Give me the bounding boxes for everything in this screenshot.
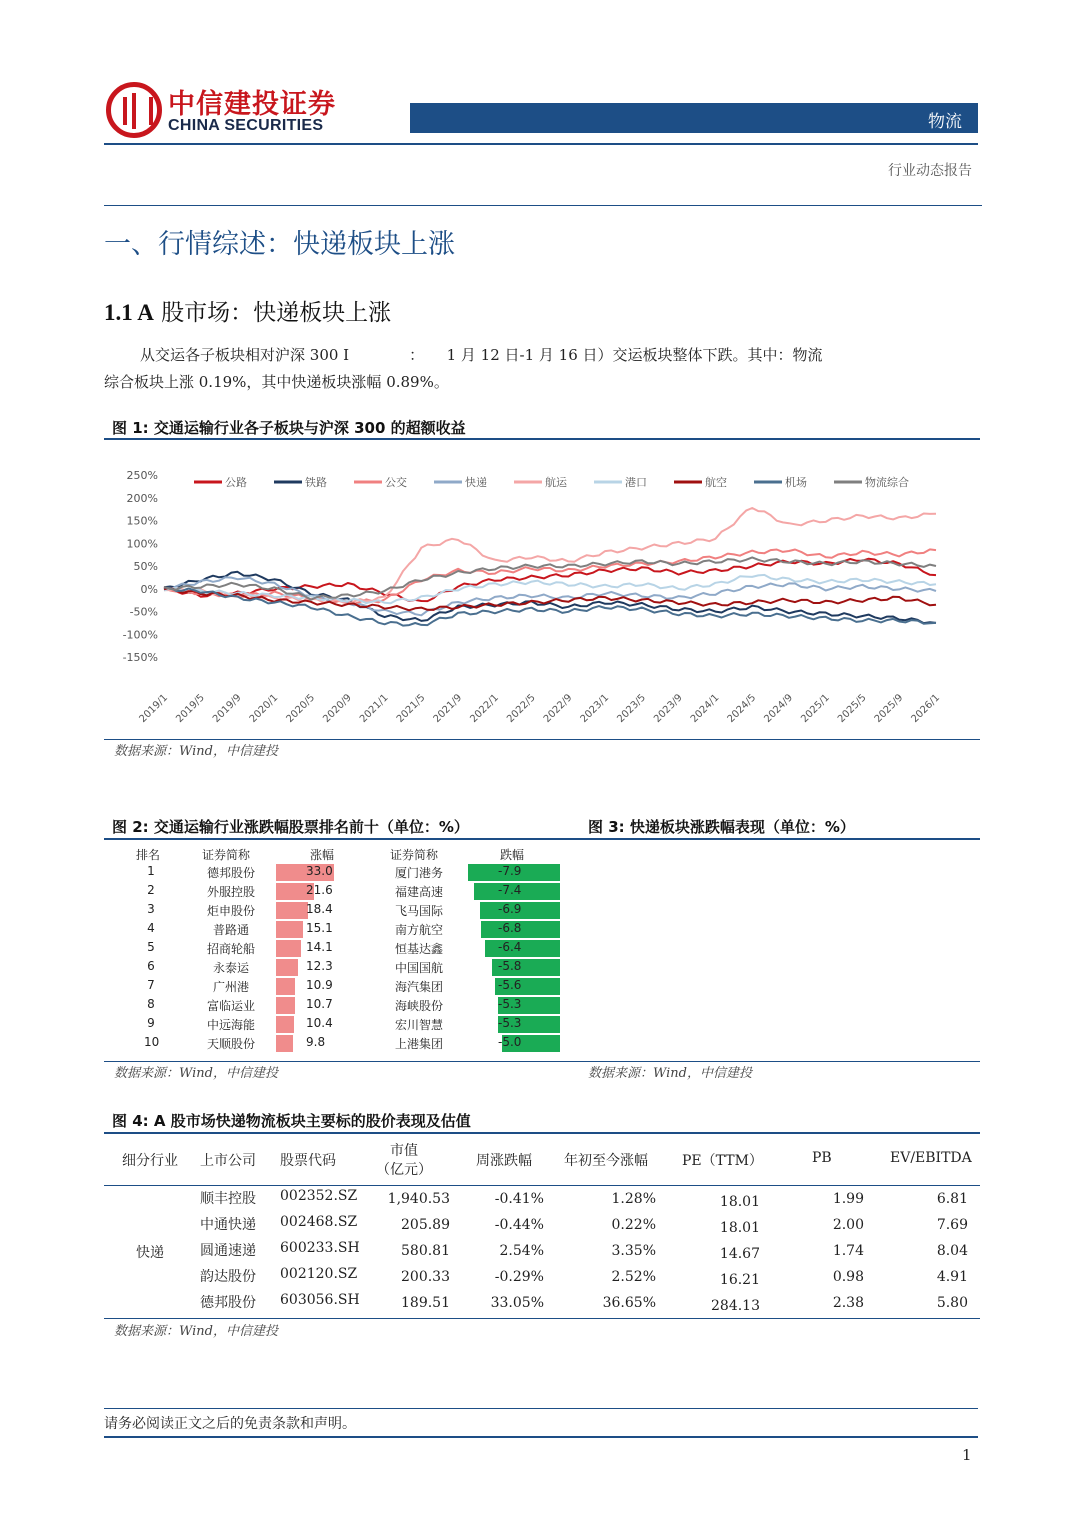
y-tick-label: -50% [129,605,158,619]
ytd-cell: 36.65% [602,1295,656,1311]
loss-value: -5.3 [498,1016,522,1030]
x-tick-label: 2022/1 [468,692,501,726]
ev-cell: 4.91 [936,1269,968,1285]
x-tick-label: 2023/5 [615,692,649,726]
rank-cell: 6 [147,959,155,973]
code-cell: 600233.SH [280,1240,360,1256]
y-tick-label: 50% [133,560,158,573]
gain-bar [276,997,295,1014]
gain-bar [276,940,301,957]
company-cell: 圆通速递 [200,1243,256,1259]
ytd-cell: 0.22% [611,1217,656,1233]
section-heading: 一、行情综述：快递板块上涨 [104,229,455,260]
gainer-name: 天顺股份 [206,1037,255,1051]
rank-cell: 1 [147,864,155,878]
footer-rule-top [104,1408,978,1409]
rank-cell: 3 [147,902,155,916]
gain-value: 10.7 [306,997,333,1011]
footer-rule-bottom [104,1436,978,1438]
valuation-table [104,1138,980,1318]
col-gain: 涨幅 [310,848,335,862]
legend-label: 港口 [625,476,647,489]
gainer-name: 外服控股 [206,885,255,899]
x-tick-label: 2025/5 [835,692,869,726]
gain-bar [276,1016,294,1033]
logo-en: CHINA SECURITIES [168,117,324,134]
hdr-company: 上市公司 [200,1153,256,1169]
x-tick-label: 2019/5 [174,692,207,726]
ev-cell: 8.04 [936,1243,968,1259]
gainer-name: 广州港 [212,980,249,994]
pb-cell: 2.38 [832,1295,864,1311]
legend-label: 铁路 [305,476,327,489]
code-cell: 603056.SH [280,1292,360,1308]
loser-name: 宏川智慧 [394,1018,443,1032]
loss-value: -5.3 [498,997,522,1011]
ev-cell: 7.69 [936,1217,968,1233]
hdr-ytd: 年初至今涨幅 [564,1153,648,1169]
rank-cell: 10 [144,1035,160,1049]
weekly-cell: 2.54% [499,1243,544,1259]
y-tick-label: 250% [126,469,158,482]
hdr-pe: PE（TTM） [682,1153,763,1169]
x-tick-label: 2022/9 [541,692,575,726]
x-tick-label: 2021/9 [431,692,465,726]
pe-cell: 14.67 [719,1246,760,1262]
summary-paragraph [104,342,980,396]
report-type: 行业动态报告 [888,163,972,179]
hdr-ev: EV/EBITDA [890,1150,972,1166]
x-tick-label: 2021/1 [358,692,391,726]
gain-value: 10.4 [306,1016,333,1030]
loss-value: -5.8 [498,959,522,973]
fig4-header-rule [104,1185,980,1186]
legend-label: 公路 [225,476,247,489]
company-cell: 韵达股份 [200,1269,256,1285]
gain-bar [276,902,308,919]
series-line [164,588,936,611]
company-cell: 顺丰控股 [200,1191,256,1207]
gain-bar [276,978,295,995]
legend-label: 快递 [465,476,487,489]
gainer-name: 普路通 [212,923,249,937]
pe-cell: 18.01 [719,1194,760,1210]
fig4-title: 图 4: A 股市场快递物流板块主要标的股价表现及估值 [112,1112,471,1130]
header-rule [104,143,978,145]
gain-value: 9.8 [306,1035,326,1049]
ev-cell: 5.80 [936,1295,968,1311]
loss-value: -6.8 [498,921,522,935]
legend-label: 物流综合 [865,476,909,489]
x-tick-label: 2024/9 [762,692,796,726]
fig3-source: 数据来源：Wind，中信建投 [588,1066,752,1081]
y-tick-label: 100% [126,537,158,551]
fig2-source: 数据来源：Wind，中信建投 [114,1066,278,1081]
pb-cell: 1.74 [832,1243,864,1259]
rank-cell: 2 [147,883,155,897]
loser-name: 上港集团 [394,1037,443,1051]
paragraph-line-1: 从交运各子板块相对沪深 300 I ： 1 月 12 日-1 月 16 日）交运板块整体下跌。其中：物流 [140,346,823,364]
loser-name: 恒基达鑫 [394,942,443,956]
industry-label: 物流 [928,112,962,132]
fig1-title: 图 1: 交通运输行业各子板块与沪深 300 的超额收益 [112,419,466,437]
ytd-cell: 3.35% [611,1243,656,1259]
col-rank: 排名 [136,848,161,862]
gain-value: 12.3 [306,959,333,973]
y-tick-label: -100% [122,628,158,642]
x-tick-label: 2019/9 [210,692,244,726]
loss-value: -5.0 [498,1035,522,1049]
gainer-name: 永泰运 [212,961,249,975]
fig3-title: 图 3: 快递板块涨跌幅表现（单位：%） [588,818,855,836]
pb-cell: 1.99 [832,1191,864,1207]
legend-label: 航运 [545,476,567,489]
rank-cell: 8 [147,997,155,1011]
industry-bar [410,103,978,133]
legend-label: 公交 [385,476,407,489]
ytd-cell: 1.28% [611,1191,656,1207]
gain-bar [276,959,298,976]
loser-name: 福建高速 [394,885,443,899]
rank-cell: 9 [147,1016,155,1030]
x-tick-label: 2023/9 [652,692,685,726]
hdr-weekly: 周涨跌幅 [476,1153,532,1169]
col-loss: 跌幅 [500,848,525,862]
subsection-heading [104,294,391,327]
weekly-cell: 33.05% [490,1295,544,1311]
x-tick-label: 2020/5 [284,692,318,726]
hdr-code: 股票代码 [280,1153,336,1169]
hdr-mcap: 市值 [390,1143,418,1159]
rank-cell: 4 [147,921,155,935]
loss-bar [485,940,560,957]
x-tick-label: 2026/1 [909,692,943,726]
loser-name: 海峡股份 [394,999,443,1013]
loss-value: -7.4 [498,883,522,897]
y-tick-label: 200% [126,491,158,505]
pe-cell: 284.13 [711,1298,760,1314]
fig2-top-rule [104,838,980,840]
col-name-down: 证券简称 [390,848,439,862]
subsection-number: 1.1 A [104,300,154,325]
gain-value: 21.6 [306,883,333,897]
gainer-name: 富临运业 [206,999,255,1013]
mcap-cell: 189.51 [401,1295,450,1311]
company-cell: 中通快递 [200,1217,256,1233]
x-tick-label: 2025/1 [799,692,832,726]
gain-value: 33.0 [306,864,333,878]
mcap-cell: 205.89 [401,1217,450,1233]
legend-label: 机场 [785,476,807,489]
pb-cell: 0.98 [832,1269,864,1285]
weekly-cell: -0.29% [494,1269,544,1285]
company-cell: 德邦股份 [200,1295,256,1311]
code-cell: 002468.SZ [280,1214,358,1230]
loser-name: 飞马国际 [394,904,443,918]
ranking-table [104,844,574,1056]
loss-value: -6.4 [498,940,522,954]
loser-name: 南方航空 [394,923,443,937]
x-tick-label: 2020/9 [321,692,354,726]
excess-return-line-chart [104,456,964,736]
x-tick-label: 2025/9 [872,692,906,726]
y-tick-label: 0% [140,582,158,596]
divider [104,205,982,206]
gainer-name: 炬申股份 [206,904,255,918]
gain-value: 14.1 [306,940,333,954]
loser-name: 海汽集团 [394,980,443,994]
weekly-cell: -0.44% [494,1217,544,1233]
loss-value: -7.9 [498,864,522,878]
segment-cell: 快递 [136,1245,164,1261]
fig4-top-rule [104,1132,980,1134]
x-tick-label: 2021/5 [394,692,428,726]
x-tick-label: 2022/5 [505,692,538,726]
fig1-top-rule [104,438,980,440]
mcap-cell: 580.81 [401,1243,450,1259]
loser-name: 中国国航 [394,961,443,975]
code-cell: 002352.SZ [280,1188,358,1204]
gain-value: 10.9 [306,978,333,992]
loss-value: -6.9 [498,902,522,916]
x-tick-label: 2024/5 [725,692,759,726]
paragraph-line-2: 综合板块上涨 0.19%，其中快递板块涨幅 0.89%。 [104,373,449,391]
loser-name: 厦门港务 [394,866,443,880]
pe-cell: 18.01 [719,1220,760,1236]
gain-bar [276,921,303,938]
fig2-title: 图 2: 交通运输行业涨跌幅股票排名前十（单位：%） [112,818,469,836]
subsection-text: 股市场：快递板块上涨 [161,300,392,326]
ev-cell: 6.81 [936,1191,968,1207]
gain-value: 18.4 [306,902,333,916]
code-cell: 002120.SZ [280,1266,358,1282]
x-tick-label: 2019/1 [137,692,171,726]
gainer-name: 招商轮船 [206,942,255,956]
disclaimer: 请务必阅读正文之后的免责条款和声明。 [104,1416,356,1432]
x-tick-label: 2024/1 [688,692,722,726]
mcap-cell: 200.33 [401,1269,450,1285]
gain-bar [276,1035,293,1052]
pe-cell: 16.21 [719,1272,760,1288]
logo-cn: 中信建投证券 [168,89,336,120]
fig4-bottom-rule [104,1318,980,1319]
y-tick-label: 150% [126,514,158,528]
page-number: 1 [962,1446,972,1464]
hdr-pb: PB [812,1150,832,1166]
gainer-name: 德邦股份 [206,866,255,880]
weekly-cell: -0.41% [494,1191,544,1207]
mcap-cell: 1,940.53 [387,1191,450,1207]
gain-value: 15.1 [306,921,333,935]
col-name-up: 证券简称 [202,848,251,862]
rank-cell: 5 [147,940,155,954]
y-tick-label: -150% [122,651,158,664]
hdr-segment: 细分行业 [122,1153,178,1169]
hdr-mcap-unit: （亿元） [376,1162,432,1178]
legend-label: 航空 [705,476,727,489]
fig4-source: 数据来源：Wind，中信建投 [114,1324,278,1339]
ytd-cell: 2.52% [611,1269,656,1285]
logo-icon [106,82,162,138]
rank-cell: 7 [147,978,155,992]
pb-cell: 2.00 [832,1217,864,1233]
x-tick-label: 2023/1 [578,692,612,726]
loss-value: -5.6 [498,978,522,992]
fig1-source: 数据来源：Wind，中信建投 [114,744,278,759]
x-tick-label: 2020/1 [247,692,281,726]
gainer-name: 中远海能 [206,1018,255,1032]
